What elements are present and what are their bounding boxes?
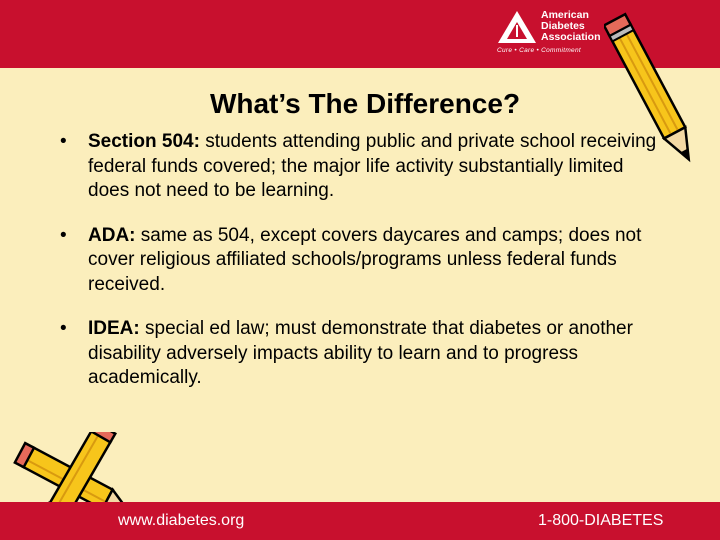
ada-logo-name <box>541 10 601 43</box>
footer-url: www.diabetes.org <box>118 512 245 529</box>
bullet-dot: • <box>60 131 67 152</box>
bullet-dot: • <box>60 318 67 339</box>
ada-logo-icon <box>497 10 537 44</box>
bullet-text: special ed law; must demonstrate that diabetes or another disability adversely impacts ability to learn and to progress academically. <box>88 318 633 388</box>
bullet-list <box>60 130 660 391</box>
footer-phone: 1-800-DIABETES <box>538 512 664 529</box>
ada-logo-line1: American <box>541 9 589 21</box>
bullet-text: students attending public and private school receiving federal funds covered; the major life activity substantially limited does not need to be learning. <box>88 131 657 201</box>
bullet-term: IDEA: <box>88 318 140 339</box>
bullet-term: ADA: <box>88 224 136 246</box>
bullet-item <box>60 224 660 298</box>
ada-logo-line2: Diabetes <box>541 20 585 32</box>
bullet-item <box>60 130 660 204</box>
bullet-dot: • <box>60 224 67 246</box>
ada-logo-tagline: Cure • Care • Commitment <box>497 47 581 54</box>
bullet-term: Section 504: <box>88 131 200 152</box>
slide-title: What’s The Difference? <box>209 88 521 119</box>
bullet-text: same as 504, except covers daycares and camps; does not cover religious affiliated schools/programs unless federal funds received. <box>88 224 642 295</box>
bullet-item <box>60 317 660 391</box>
ada-logo-line3: Association <box>541 31 601 43</box>
